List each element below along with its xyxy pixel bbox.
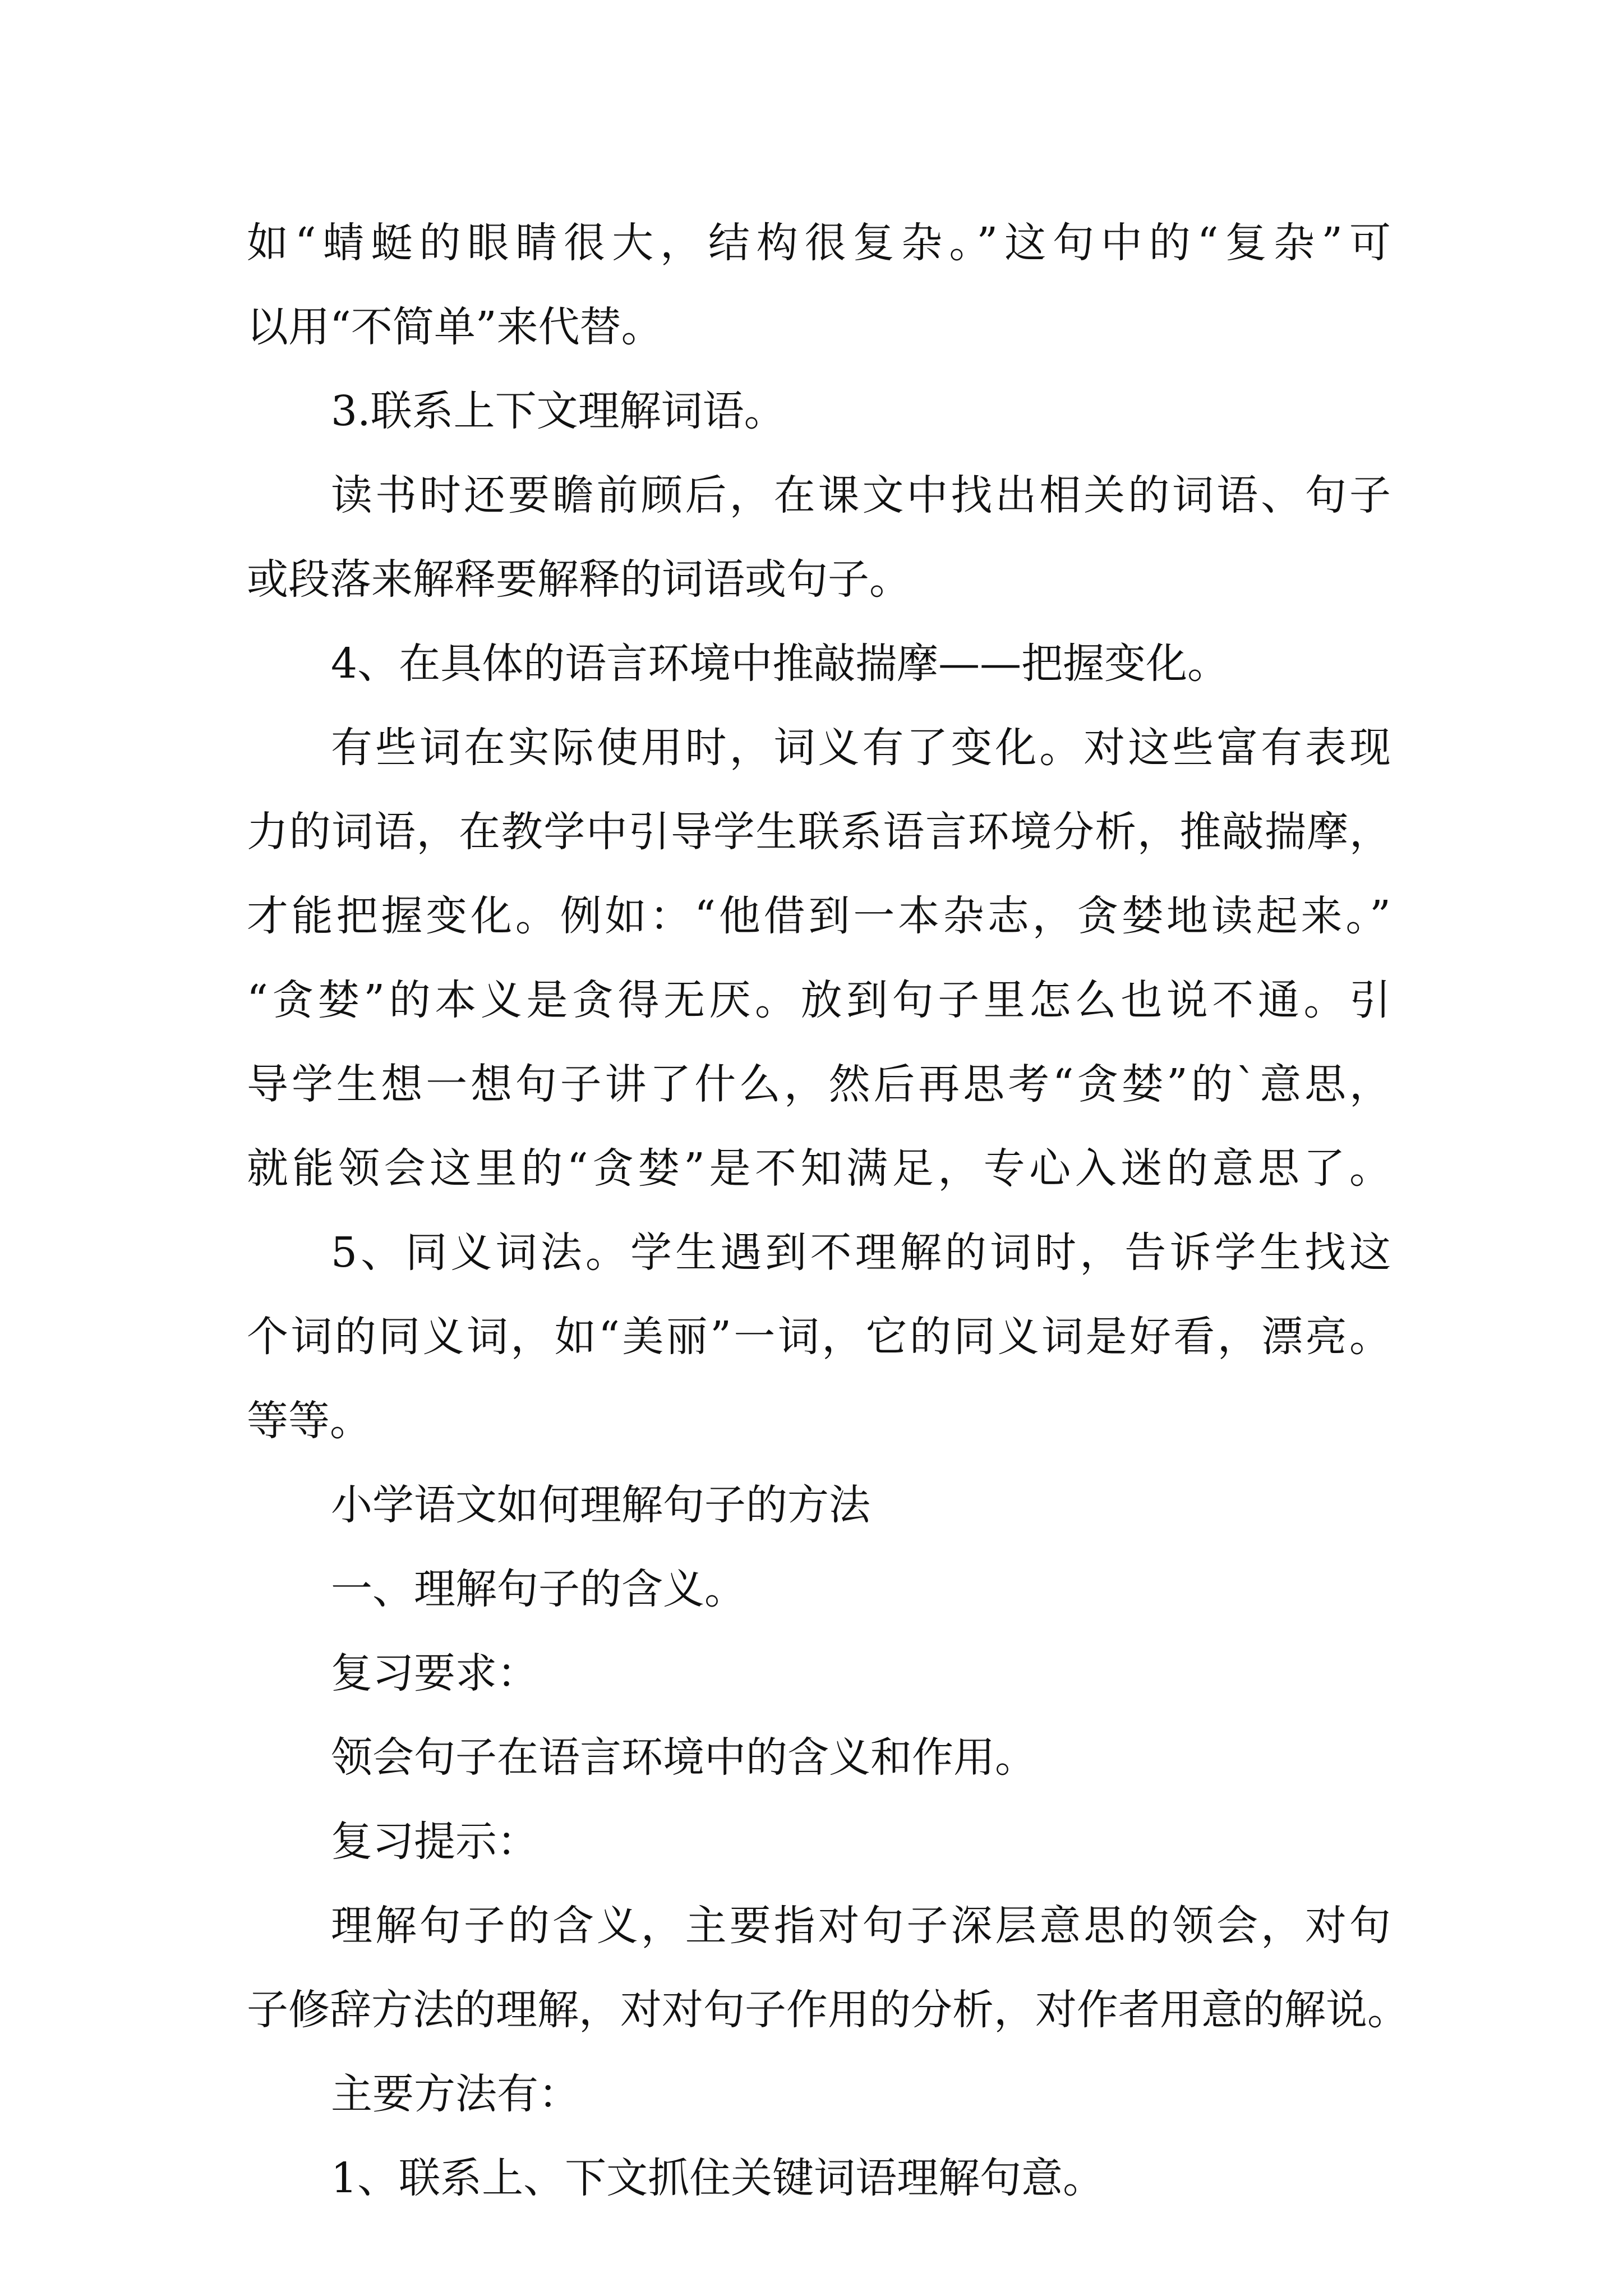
text-line: 读书时还要瞻前顾后，在课文中找出相关的词语、句子 <box>331 471 1391 519</box>
text-line: 4、在具体的语言环境中推敲揣摩——把握变化。 <box>331 639 1229 688</box>
text-line: 子修辞方法的理解，对对句子作用的分析，对作者用意的解说。 <box>247 1986 1409 2034</box>
text-line: 导学生想一想句子讲了什么，然后再思考“贪婪”的`意思， <box>247 1060 1391 1108</box>
text-line: 有些词在实际使用时，词义有了变化。对这些富有表现 <box>331 724 1391 772</box>
text-line: 就能领会这里的“贪婪”是不知满足，专心入迷的意思了。 <box>247 1144 1391 1193</box>
text-line: 个词的同义词，如“美丽”一词，它的同义词是好看，漂亮。 <box>247 1313 1391 1361</box>
text-line: 力的词语，在教学中引导学生联系语言环境分析，推敲揣摩， <box>247 808 1391 856</box>
text-line: “贪婪”的本义是贪得无厌。放到句子里怎么也说不通。引 <box>247 976 1391 1024</box>
text-line: 1、联系上、下文抓住关键词语理解句意。 <box>331 2154 1105 2202</box>
text-line: 复习提示： <box>331 1818 538 1866</box>
text-line: 理解句子的含义，主要指对句子深层意思的领会，对句 <box>331 1902 1391 1950</box>
text-line: 如“蜻蜓的眼睛很大，结构很复杂。”这句中的“复杂”可 <box>247 219 1391 267</box>
text-line: 等等。 <box>247 1397 371 1445</box>
text-line: 以用“不简单”来代替。 <box>247 303 663 351</box>
text-line: 领会句子在语言环境中的含义和作用。 <box>331 1733 1036 1782</box>
text-line: 复习要求： <box>331 1649 538 1697</box>
text-line: 或段落来解释要解释的词语或句子。 <box>247 555 911 604</box>
text-line: 5、同义词法。学生遇到不理解的词时，告诉学生找这 <box>331 1228 1391 1277</box>
text-line: 一、理解句子的含义。 <box>331 1565 746 1613</box>
text-line: 才能把握变化。例如：“他借到一本杂志，贪婪地读起来。” <box>247 892 1391 940</box>
section-heading: 小学语文如何理解句子的方法 <box>331 1481 870 1529</box>
text-line: 主要方法有： <box>331 2070 580 2118</box>
text-line: 3.联系上下文理解词语。 <box>331 387 786 435</box>
